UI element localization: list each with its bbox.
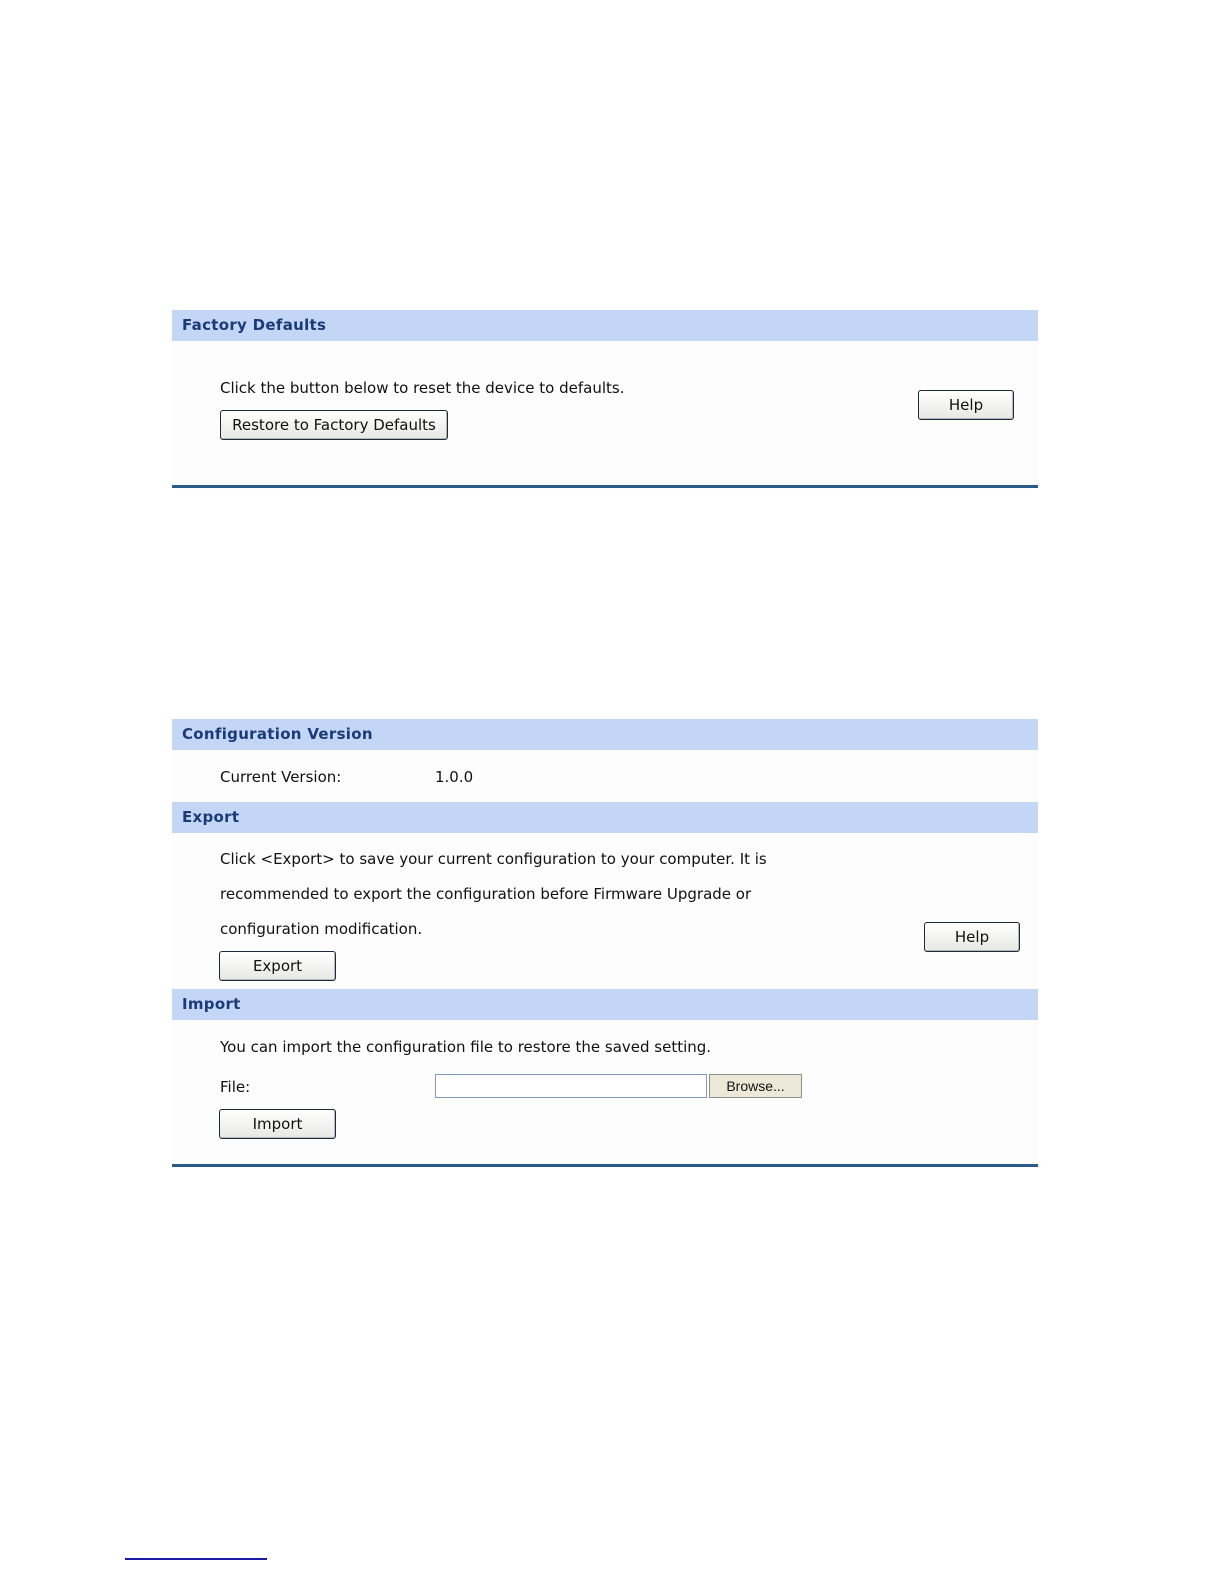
export-help-button[interactable]: Help (924, 922, 1020, 952)
browse-button[interactable]: Browse... (709, 1074, 802, 1098)
export-description-line1: Click <Export> to save your current configuration to your computer. It is (220, 850, 767, 868)
import-button[interactable]: Import (219, 1109, 336, 1139)
configuration-panel (172, 719, 1038, 1168)
configuration-bottom-rule (172, 1164, 1038, 1167)
factory-defaults-description: Click the button below to reset the device to defaults. (220, 379, 625, 397)
file-path-input[interactable] (435, 1074, 707, 1098)
export-button[interactable]: Export (219, 951, 336, 981)
export-description-line2: recommended to export the configuration before Firmware Upgrade or (220, 885, 752, 903)
configuration-version-header: Configuration Version (172, 719, 1038, 750)
export-description-line3: configuration modification. (220, 920, 423, 938)
import-header: Import (172, 989, 1038, 1020)
current-version-label: Current Version: (220, 768, 342, 786)
current-version-value: 1.0.0 (435, 768, 474, 786)
factory-defaults-bottom-rule (172, 485, 1038, 488)
restore-factory-defaults-button[interactable]: Restore to Factory Defaults (220, 410, 448, 440)
import-description: You can import the configuration file to restore the saved setting. (220, 1038, 712, 1056)
factory-defaults-help-button[interactable]: Help (918, 390, 1014, 420)
export-header: Export (172, 802, 1038, 833)
file-label: File: (220, 1078, 251, 1096)
factory-defaults-panel (172, 310, 1038, 489)
factory-defaults-header: Factory Defaults (172, 310, 1038, 341)
footer-rule (125, 1558, 267, 1560)
